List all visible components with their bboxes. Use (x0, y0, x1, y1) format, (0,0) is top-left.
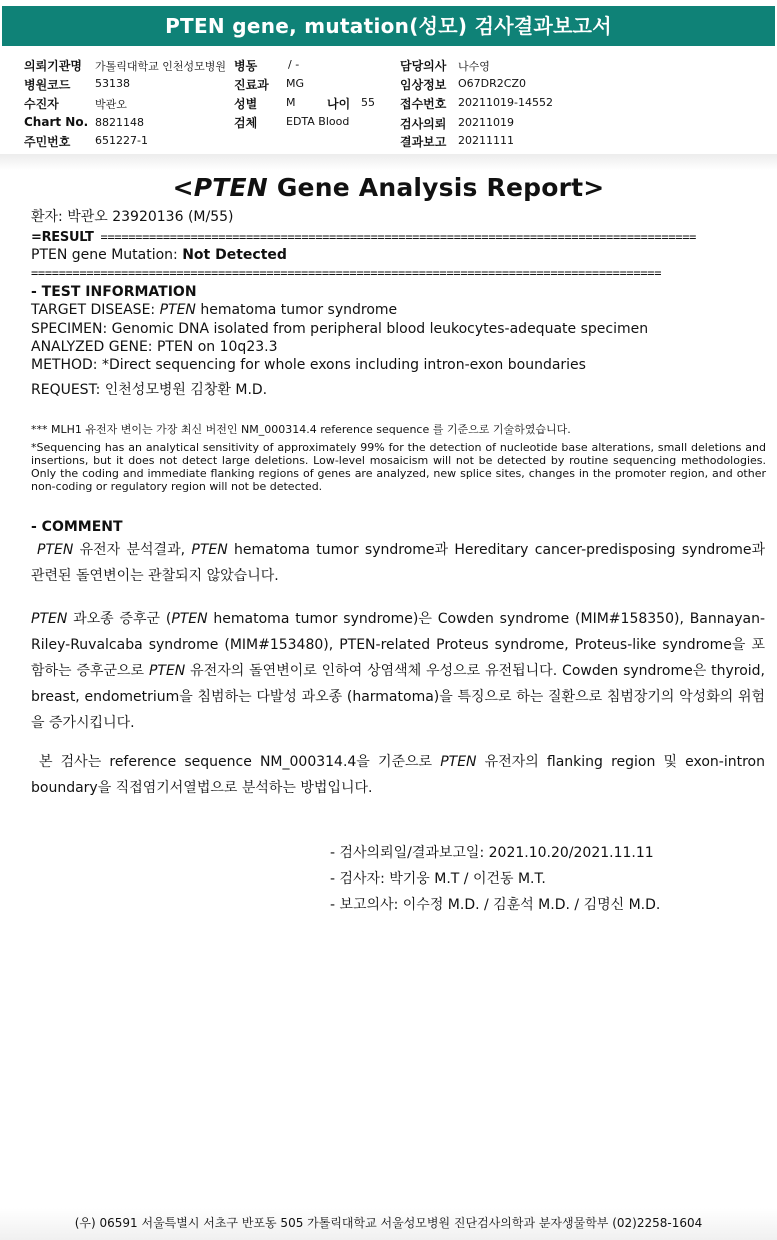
label-requesting-institution: 의뢰기관명 (24, 59, 82, 73)
label-sex: 성별 (234, 97, 258, 111)
label-resident-no: 주민번호 (24, 135, 71, 149)
report-title: <PTEN Gene Analysis Report> (172, 173, 605, 202)
value-test-request: 20211019 (458, 116, 514, 129)
label-specimen: 검체 (234, 116, 258, 130)
target-disease: TARGET DISEASE: PTEN hematoma tumor syndrome (31, 302, 398, 318)
comment-paragraph-3: 본 검사는 reference sequence NM_000314.4을 기준으로 PTEN 유전자의 flanking region 및 exon-intron boundary을 직접염기서열법으로 분석하는 방법입니다. (31, 754, 765, 796)
label-department: 진료과 (234, 78, 269, 92)
technologists: - 검사자: 박기웅 M.T / 이건동 M.T. (330, 871, 546, 887)
comment-heading: - COMMENT (31, 519, 123, 535)
reference-note: *** MLH1 유전자 변이는 가장 최신 버전인 NM_000314.4 reference sequence 를 기준으로 기술하였습니다. (31, 423, 571, 436)
value-ward: / - (288, 58, 300, 71)
value-chart-no: 8821148 (95, 116, 144, 129)
label-patient: 수진자 (24, 97, 59, 111)
request-report-dates: - 검사의뢰일/결과보고일: 2021.10.20/2021.11.11 (330, 845, 654, 861)
patient-line: 환자: 박관오 23920136 (M/55) (31, 209, 234, 225)
test-info-heading: - TEST INFORMATION (31, 284, 197, 300)
report-header-title: PTEN gene, mutation(성모) 검사결과보고서 (2, 6, 775, 46)
value-hospital-code: 53138 (95, 77, 130, 90)
label-test-request: 검사의뢰 (400, 117, 447, 131)
method-line: METHOD: *Direct sequencing for whole exons including intron-exon boundaries (31, 357, 586, 373)
value-accession-no: 20211019-14552 (458, 96, 553, 109)
comment-paragraph-1: PTEN 유전자 분석결과, PTEN hematoma tumor syndrome과 Hereditary cancer-predisposing syndrome과 관련된 돌연변이는 관찰되지 않았습니다. (31, 542, 765, 584)
value-physician: 나수영 (458, 60, 490, 73)
value-clinical-info: O67DR2CZ0 (458, 77, 526, 90)
title-bar (0, 0, 777, 50)
comment-paragraph-2: PTEN 과오종 증후군 (PTEN hematoma tumor syndrome)은 Cowden syndrome (MIM#158350), Bannayan-Riley-Ruvalcaba syndrome (MIM#153480), PTEN-related Proteus syndrome, Proteus-like syndrome을 포함하는 증후군으로 PTEN 유전자의 돌연변이로 인하여 상염색체 우성으로 유전됩니다. Cowden syndrome은 thyroid, breast, endometrium을 침범하는 다발성 과오종 (harmatoma)을 특징으로 하는 질환으로 침범장기의 악성화의 위험을 증가시킵니다. (31, 611, 765, 731)
mutation-result: PTEN gene Mutation: Not Detected (31, 247, 287, 263)
label-age: 나이 (327, 97, 351, 111)
address-footer: (우) 06591 서울특별시 서초구 반포동 505 가톨릭대학교 서울성모병원 진단검사의학과 분자생물학부 (02)2258-1604 (0, 1208, 777, 1240)
reporting-physicians: - 보고의사: 이수정 M.D. / 김훈석 M.D. / 김명신 M.D. (330, 897, 661, 913)
full-separator: =========================================================================================== (31, 266, 662, 280)
specimen-line: SPECIMEN: Genomic DNA isolated from peripheral blood leukocytes-adequate specimen (31, 321, 649, 337)
sensitivity-note: *Sequencing has an analytical sensitivity of approximately 99% for the detection of nucleotide base alterations, small deletions and insertions, but it does not detect large deletions. Low-level mosaicism will not be detected by routine sequencing methodologies. Only the coding and immediate flanking regions of genes are analyzed, new splice sites, changes in the promoter region, and other non-coding or regulatory region will not be detected. (31, 441, 766, 493)
label-result-report: 결과보고 (400, 135, 447, 149)
request-line: REQUEST: 인천성모병원 김창환 M.D. (31, 382, 268, 398)
value-requesting-institution: 가톨릭대학교 인천성모병원 (95, 60, 227, 73)
label-accession-no: 접수번호 (400, 97, 447, 111)
analyzed-gene: ANALYZED GENE: PTEN on 10q23.3 (31, 339, 278, 355)
value-patient: 박관오 (95, 98, 127, 111)
value-result-report: 20211111 (458, 134, 514, 147)
label-physician: 담당의사 (400, 59, 447, 73)
value-department: MG (286, 77, 305, 90)
result-separator: =RESULT ====================================================================================== (31, 230, 697, 245)
value-sex: M (286, 96, 296, 109)
label-chart-no: Chart No. (24, 115, 89, 129)
label-ward: 병동 (234, 59, 258, 73)
label-clinical-info: 임상정보 (400, 78, 447, 92)
label-hospital-code: 병원코드 (24, 78, 71, 92)
patient-info-header (0, 50, 777, 168)
value-age: 55 (361, 96, 375, 109)
header-divider-shadow (0, 154, 777, 170)
value-specimen: EDTA Blood (286, 115, 350, 128)
value-resident-no: 651227-1 (95, 134, 148, 147)
